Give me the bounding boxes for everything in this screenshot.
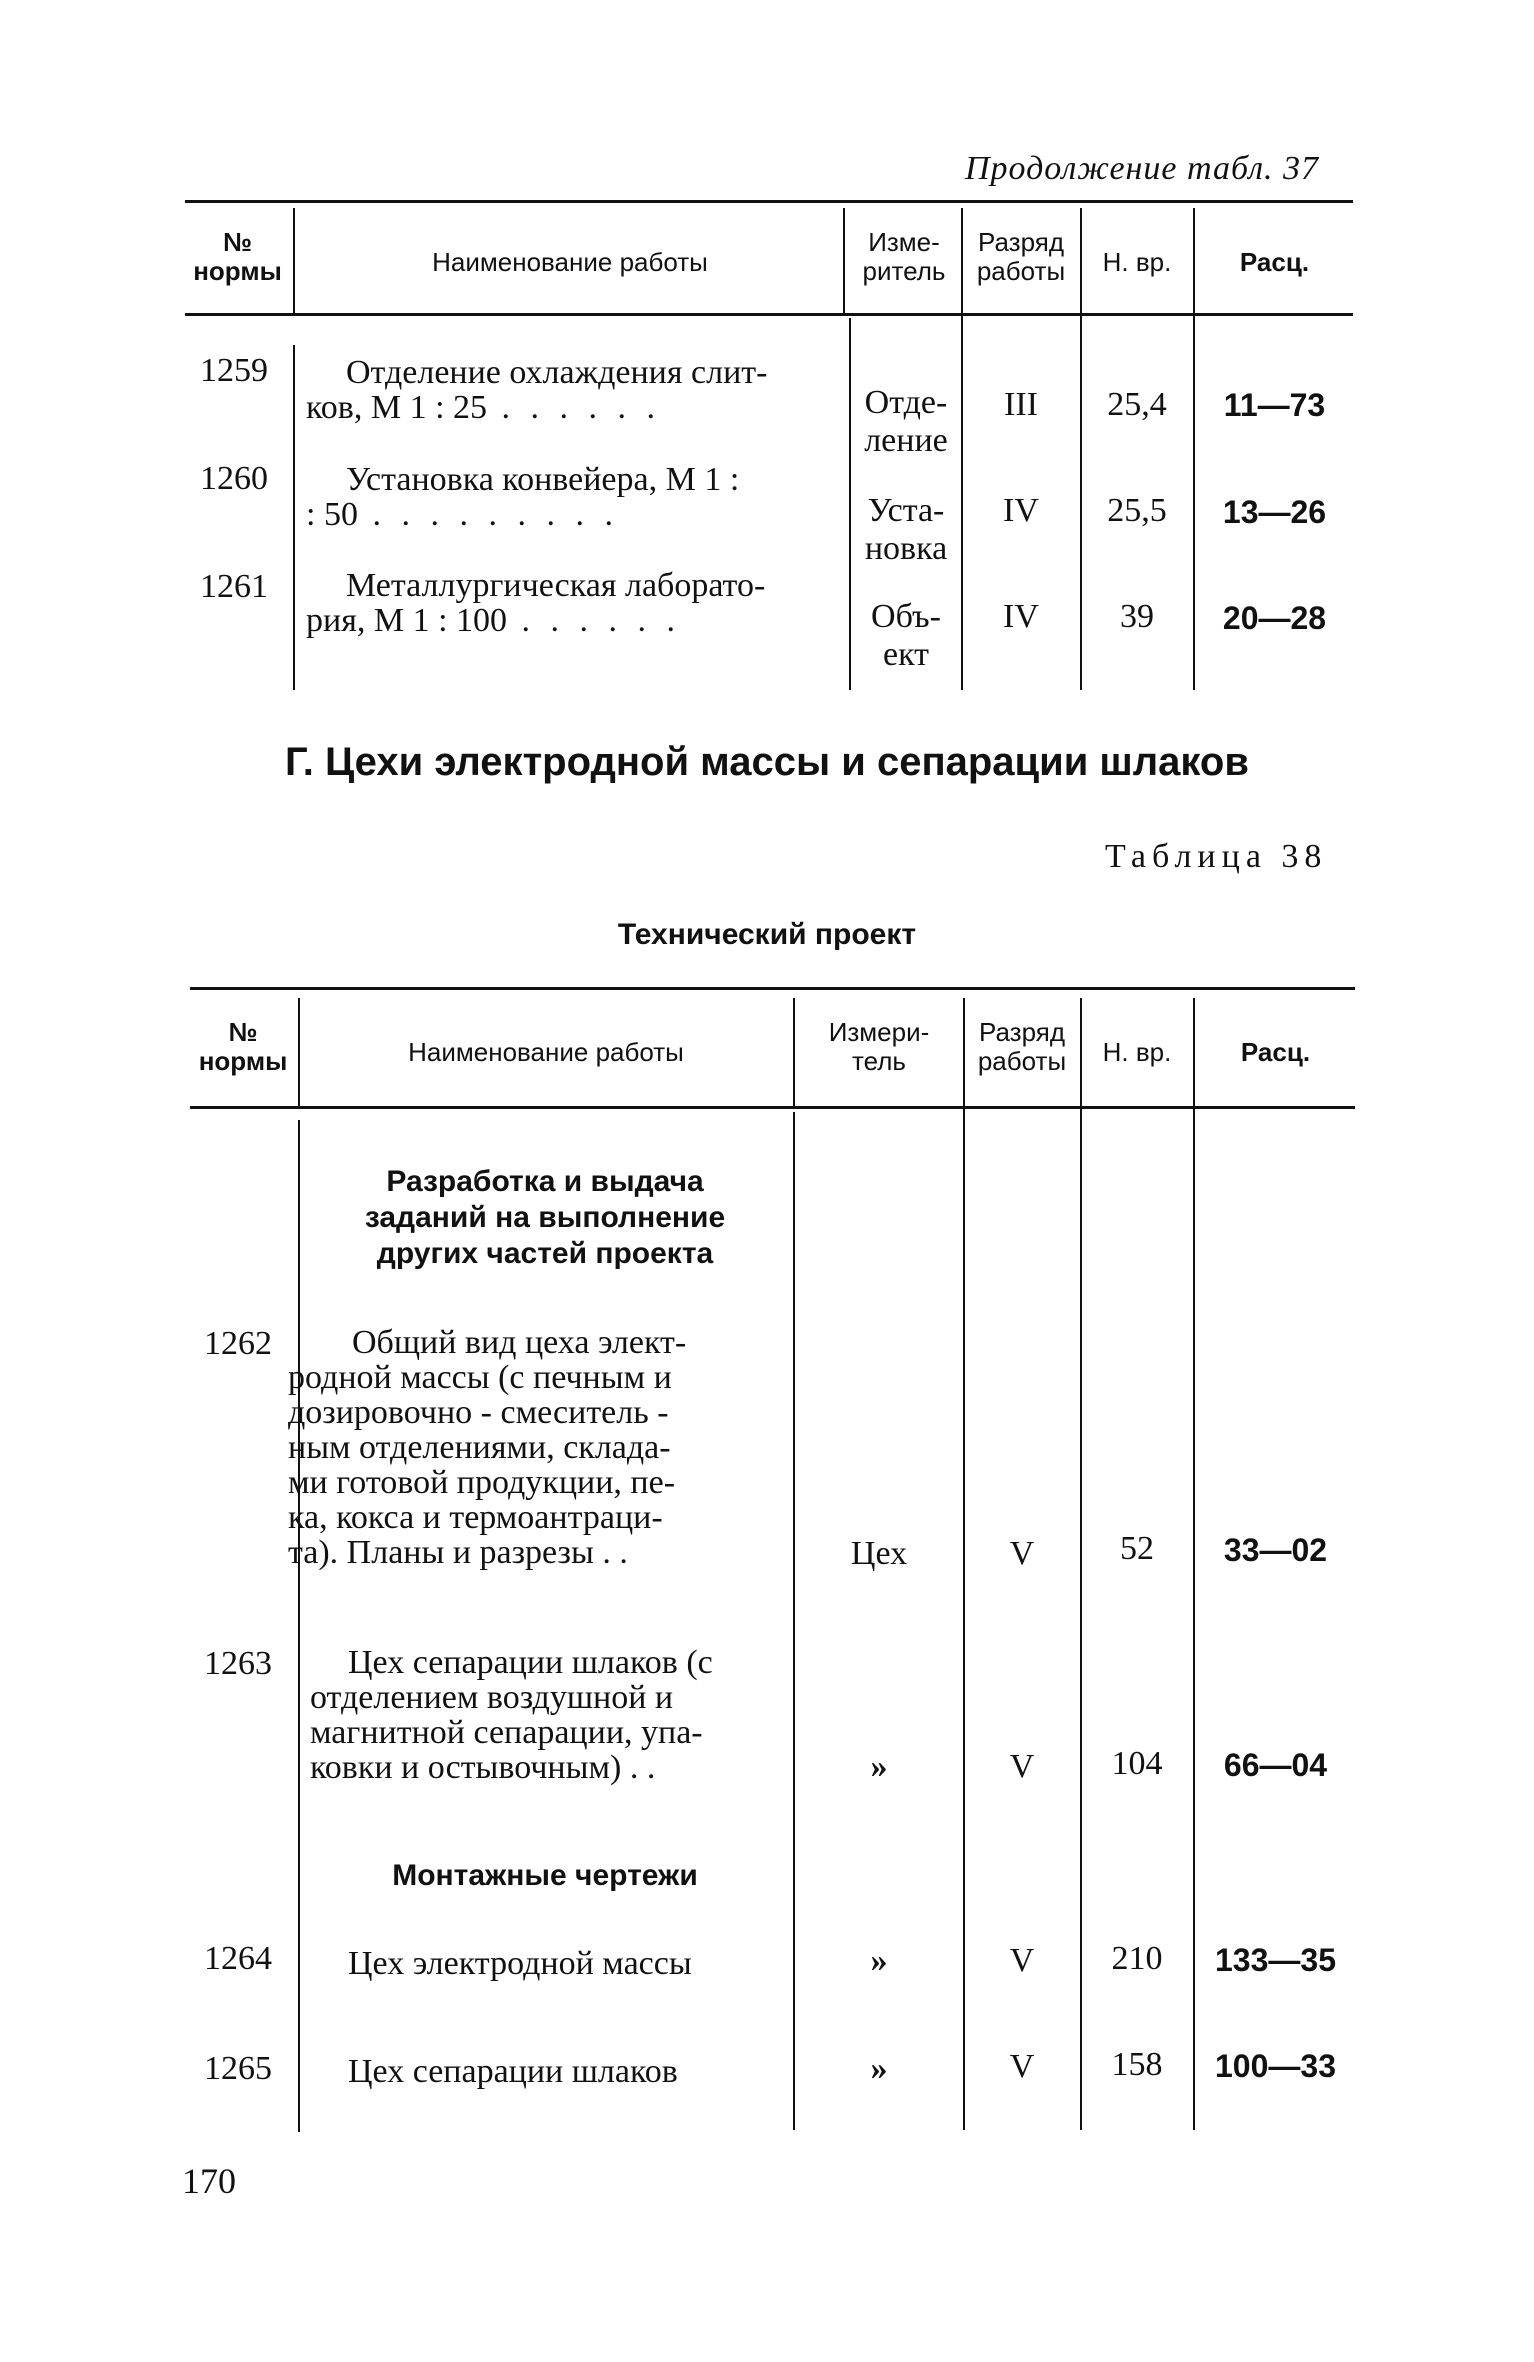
table-title: Таблица 38 <box>1105 838 1328 875</box>
header-hours: Н. вр. <box>1102 247 1172 277</box>
header-num: № нормы <box>193 227 282 286</box>
row-hours: 25,5 <box>1107 492 1167 529</box>
row-unit: » <box>870 1748 888 1785</box>
row-grade: IV <box>1003 598 1039 635</box>
row-price: 100—33 <box>1215 2048 1336 2084</box>
row-hours: 52 <box>1120 1530 1154 1567</box>
table-top-rule <box>190 987 1355 990</box>
row-unit: Уста- новка <box>864 492 948 567</box>
row-price: 13—26 <box>1222 494 1327 530</box>
col-divider <box>793 1112 795 2130</box>
row-unit: Объ- ект <box>871 598 941 673</box>
header-price: Расц. <box>1240 1037 1311 1067</box>
row-name-line: ков, М 1 : 25 <box>306 389 488 426</box>
row-name-line: Металлургическая лаборато- <box>346 567 766 604</box>
table-top-rule <box>185 200 1353 203</box>
row-name: Цех сепарации шлаков (с отделением воздушной и магнитной сепарации, упа- ковки и остывочным) . . <box>310 1644 713 1786</box>
row-name-line: Отделение охлаждения слит- <box>346 354 768 391</box>
row-name-line: : 50 <box>306 496 358 533</box>
row-grade: IV <box>1003 492 1039 529</box>
row-name <box>306 355 838 425</box>
col-divider <box>293 208 295 313</box>
row-unit: Отде- ление <box>864 384 948 459</box>
col-divider <box>843 208 845 313</box>
table-header-rule <box>185 313 1353 316</box>
row-price: 33—02 <box>1223 1532 1328 1568</box>
row-name: Общий вид цеха элект- родной массы (с печным и дозировочно - смеситель - ным отделениями, склада- ми готовой продукции, пе- ка, кокса и термоантраци- та). Планы и разрезы . . <box>288 1324 687 1571</box>
header-name: Наименование работы <box>408 1037 684 1067</box>
row-hours: 25,4 <box>1107 386 1167 423</box>
row-price: 20—28 <box>1222 600 1327 636</box>
row-name: Цех сепарации шлаков <box>348 2053 678 2090</box>
row-hours: 104 <box>1111 1745 1163 1782</box>
col-divider <box>793 998 795 1106</box>
header-grade: Разряд работы <box>976 227 1066 286</box>
row-num: 1264 <box>204 1940 272 1977</box>
header-num: № нормы <box>198 1017 288 1076</box>
row-grade: III <box>1004 386 1038 423</box>
row-price: 11—73 <box>1223 387 1326 423</box>
row-hours: 158 <box>1111 2046 1163 2083</box>
row-grade: V <box>1009 1748 1035 1785</box>
row-num: 1262 <box>204 1325 272 1362</box>
header-grade: Разряд работы <box>977 1017 1067 1076</box>
group-heading: Монтажные чертежи <box>392 1859 698 1892</box>
row-hours: 39 <box>1120 598 1154 635</box>
row-grade: V <box>1009 2048 1035 2085</box>
row-unit: » <box>870 1942 888 1979</box>
row-name-line: рия, М 1 : 100 <box>306 602 508 639</box>
row-num: 1260 <box>200 460 268 497</box>
header-name: Наименование работы <box>432 247 708 277</box>
leader-dots: . . . . . . <box>487 389 662 426</box>
row-unit: » <box>870 2050 888 2087</box>
col-divider <box>1193 208 1195 690</box>
row-num: 1263 <box>204 1645 272 1682</box>
header-unit: Изме- ритель <box>862 227 946 286</box>
row-grade: V <box>1009 1942 1035 1979</box>
row-hours: 210 <box>1111 1940 1163 1977</box>
row-unit: Цех <box>850 1535 908 1572</box>
row-price: 66—04 <box>1223 1747 1328 1783</box>
row-name-line: Установка конвейера, М 1 : <box>346 461 740 498</box>
row-num: 1265 <box>204 2050 272 2087</box>
row-price: 133—35 <box>1215 1942 1336 1978</box>
section-heading: Г. Цехи электродной массы и сепарации шлаков <box>285 740 1249 784</box>
header-unit: Измери- тель <box>828 1017 930 1076</box>
row-name <box>306 568 838 638</box>
header-price: Расц. <box>1239 247 1310 277</box>
continuation-caption: Продолжение табл. 37 <box>965 150 1320 187</box>
row-name: Цех электродной массы <box>348 1945 692 1982</box>
table-subtitle: Технический проект <box>617 918 917 951</box>
table-header-rule <box>190 1106 1355 1109</box>
leader-dots: . . . . . . <box>507 602 682 639</box>
group-heading: Разработка и выдача заданий на выполнение других частей проекта <box>364 1165 726 1270</box>
leader-dots: . . . . . . . . . <box>357 496 619 533</box>
header-hours: Н. вр. <box>1102 1037 1172 1067</box>
page-number: 170 <box>182 2161 236 2201</box>
row-name <box>306 462 838 532</box>
row-num: 1261 <box>200 568 268 605</box>
row-num: 1259 <box>200 352 268 389</box>
col-divider <box>293 345 295 690</box>
row-grade: V <box>1009 1535 1035 1572</box>
col-divider <box>1193 998 1195 2130</box>
